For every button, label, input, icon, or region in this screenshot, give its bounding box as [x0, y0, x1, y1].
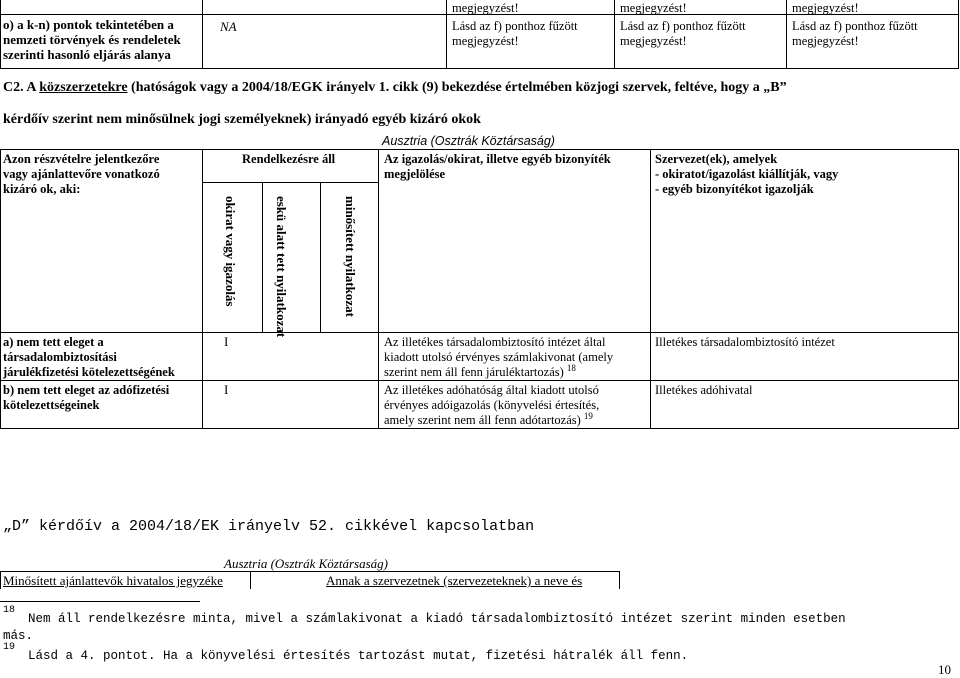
col3-header	[384, 152, 611, 182]
row-label-line: a) nem tett eleget a	[3, 335, 104, 349]
bottom-table-border	[0, 571, 1, 589]
col1-header-line: kizáró ok, aki:	[3, 182, 81, 196]
col-top-text: megjegyzést!	[452, 1, 519, 15]
top-table-border	[0, 0, 1, 69]
main-table-border	[320, 182, 321, 332]
col-top-text: megjegyzést!	[620, 1, 687, 15]
bottom-table-border	[0, 571, 620, 572]
bottom-table-border	[250, 571, 251, 589]
main-table-border	[378, 149, 379, 429]
row-a-doc	[384, 335, 613, 380]
main-table-border	[202, 182, 378, 183]
col-note-line: megjegyzést!	[620, 34, 687, 48]
col4-header-line: - egyéb bizonyítékot igazolják	[655, 182, 814, 196]
row-label-a	[3, 335, 175, 380]
top-table-border	[202, 0, 203, 69]
row-label-line: b) nem tett eleget az adófizetési	[3, 383, 170, 397]
doc-line: érvényes adóigazolás (könyvelési értesítés,	[384, 398, 600, 412]
footnote-number: 18	[3, 605, 16, 616]
col-top-text: megjegyzést!	[792, 1, 859, 15]
col-note-line: Lásd az f) ponthoz fűzött	[792, 19, 918, 33]
row-label-line: szerinti hasonló eljárás alanya	[3, 47, 171, 62]
main-table-border	[958, 149, 959, 429]
row-label-o	[3, 17, 181, 62]
section-c2-heading-line2: kérdőív szerint nem minősülnek jogi személyeknek) irányadó egyéb kizáró okok	[3, 112, 481, 127]
row-a-mark: I	[224, 334, 229, 349]
row-label-line: járulékfizetési kötelezettségének	[3, 365, 175, 379]
row-label-line: o) a k-n) pontok tekintetében a	[3, 17, 174, 32]
top-table-border	[614, 0, 615, 69]
main-table-border	[0, 149, 1, 429]
footnote-number: 19	[3, 642, 16, 653]
col4-header	[655, 152, 838, 197]
col4-header-line: Szervezet(ek), amelyek	[655, 152, 778, 166]
doc-line: Az illetékes adóhatóság által kiadott utolsó	[384, 383, 599, 397]
col3-header-line: megjelölése	[384, 167, 446, 181]
col-note	[792, 19, 918, 49]
bottom-table-border	[619, 571, 620, 589]
sub-header-sworn-statement	[274, 196, 289, 337]
footnote-continuation: más.	[3, 629, 34, 643]
footnote-ref[interactable]: 19	[583, 410, 593, 421]
c2-rest: (hatóságok vagy a 2004/18/EGK irányelv 1. cikk (9) bekezdése értelmében közjogi szervek, feltéve, hogy a „B”	[127, 80, 787, 95]
main-table-border	[650, 149, 651, 429]
row-label-line: nemzeti törvények és rendeletek	[3, 32, 181, 47]
col1-header	[3, 152, 160, 197]
sub-header-qualified-statement: minősített nyilatkozat	[343, 196, 358, 317]
main-table-border	[0, 428, 959, 429]
c2-prefix: C2. A	[3, 80, 40, 95]
doc-line: Az illetékes társadalombiztosító intézet által	[384, 335, 606, 349]
doc-line: szerint nem áll fenn járuléktartozás)	[384, 365, 564, 379]
na-value: NA	[220, 19, 237, 34]
col-note-line: megjegyzést!	[792, 34, 859, 48]
col3-header-line: Az igazolás/okirat, illetve egyéb bizonyíték	[384, 152, 611, 166]
footnote-text: Nem áll rendelkezésre minta, mivel a számlakivonat a kiadó társadalombiztosító intézet szerint minden esetben	[28, 612, 846, 626]
col2-header: Rendelkezésre áll	[242, 152, 336, 166]
sub-header-line: eskü alatt tett	[274, 196, 289, 272]
doc-line: kiadott utolsó érvényes számlakivonat (amely	[384, 350, 614, 364]
footnote-separator	[0, 601, 200, 602]
row-b-org: Illetékes adóhivatal	[655, 383, 753, 397]
col-note	[452, 19, 578, 49]
main-table-border	[202, 149, 203, 429]
main-table-border	[262, 182, 263, 332]
top-table-border	[958, 0, 959, 69]
page-number: 10	[938, 662, 951, 677]
sub-header-line: nyilatkozat	[274, 275, 289, 338]
c2-link[interactable]: közszerzetekre	[39, 80, 128, 95]
row-label-line: társadalombiztosítási	[3, 350, 117, 364]
row-a-org: Illetékes társadalombiztosító intézet	[655, 335, 835, 349]
main-table-border	[0, 149, 959, 150]
col4-header-line: - okiratot/igazolást kiállítják, vagy	[655, 167, 839, 181]
col1-header-line: vagy ajánlattevőre vonatkozó	[3, 167, 160, 181]
col-note	[620, 19, 746, 49]
row-b-mark: I	[224, 382, 229, 397]
main-table-country: Ausztria (Osztrák Köztársaság)	[382, 134, 555, 148]
main-table-border	[0, 380, 959, 381]
top-table-border	[0, 68, 959, 69]
bottom-table-country: Ausztria (Osztrák Köztársaság)	[224, 556, 388, 571]
section-c2-heading	[3, 80, 787, 96]
top-table-border	[446, 0, 447, 69]
footnote-text: Lásd a 4. pontot. Ha a könyvelési értesítés tartozást mutat, fizetési hátralék áll fenn.	[28, 649, 689, 663]
col-note-line: Lásd az f) ponthoz fűzött	[620, 19, 746, 33]
row-b-doc	[384, 383, 599, 428]
col-note-line: Lásd az f) ponthoz fűzött	[452, 19, 578, 33]
row-label-line: kötelezettségeinek	[3, 398, 100, 412]
bottom-col2-header: Annak a szervezetnek (szervezeteknek) a neve és	[326, 573, 583, 588]
sub-header-document: okirat vagy igazolás	[223, 196, 238, 307]
row-label-b	[3, 383, 169, 413]
col-note-line: megjegyzést!	[452, 34, 519, 48]
footnote-ref[interactable]: 18	[566, 362, 576, 373]
col1-header-line: Azon részvételre jelentkezőre	[3, 152, 160, 166]
doc-line: amely szerint nem áll fenn adótartozás)	[384, 413, 581, 427]
top-table-border	[786, 0, 787, 69]
bottom-col1-header: Minősített ajánlattevők hivatalos jegyzéke	[3, 573, 223, 588]
main-table-border	[0, 332, 959, 333]
section-d-heading: „D” kérdőív a 2004/18/EK irányelv 52. cikkével kapcsolatban	[3, 518, 535, 535]
